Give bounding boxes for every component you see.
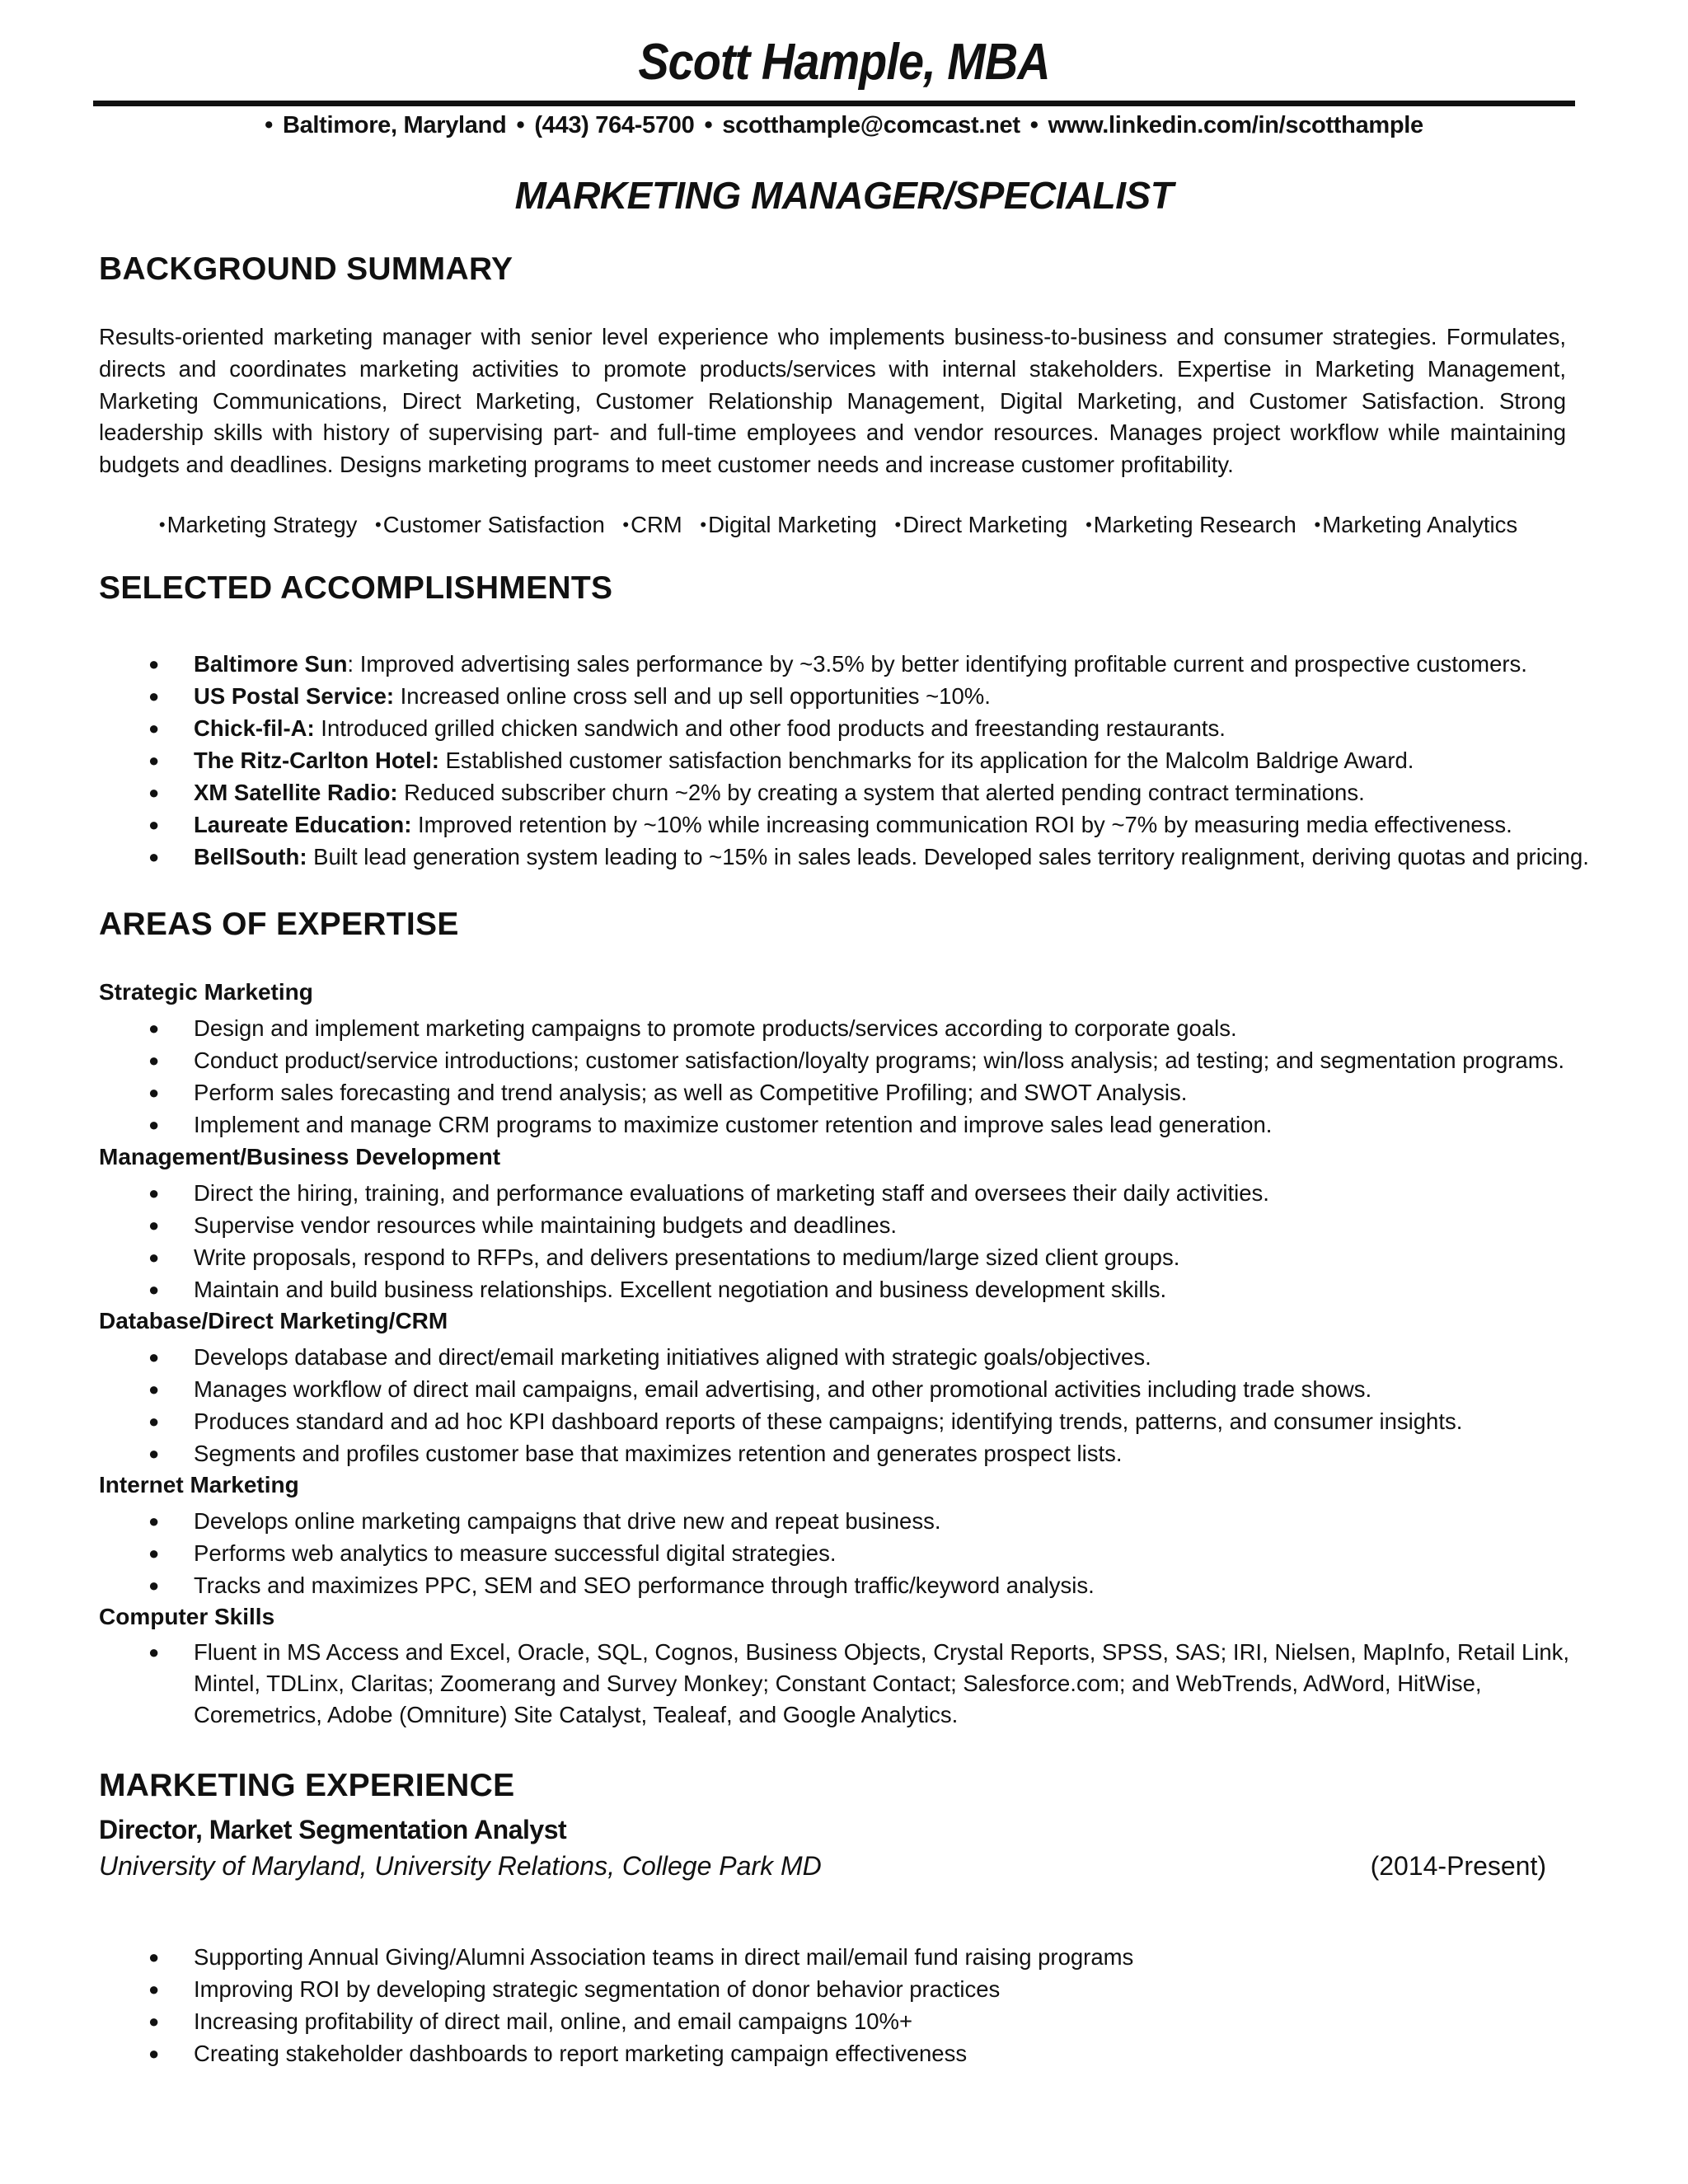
job-dates: (2014-Present) bbox=[1370, 1851, 1546, 1881]
list-item: ● Increasing profitability of direct mail, online, and email campaigns 10%+ bbox=[148, 2005, 1574, 2037]
expertise-subheading: Management/Business Development bbox=[99, 1144, 501, 1169]
section-heading-summary: BACKGROUND SUMMARY bbox=[99, 251, 513, 287]
expertise-list bbox=[148, 1505, 1574, 1601]
bullet-icon: ● bbox=[148, 1183, 160, 1203]
contact-email[interactable]: scotthample@comcast.net bbox=[722, 112, 1020, 138]
bullet-icon: ● bbox=[148, 1347, 160, 1367]
resume-name: Scott Hample, MBA bbox=[638, 34, 1050, 91]
bullet-icon: ● bbox=[148, 1947, 160, 1967]
bullet-icon: ● bbox=[148, 2043, 160, 2064]
list-item: ● US Postal Service: Increased online cross sell and up sell opportunities ~10%. bbox=[148, 680, 1574, 712]
list-item: ● Develops online marketing campaigns that drive new and repeat business. bbox=[148, 1505, 1574, 1537]
list-item: ● Manages workflow of direct mail campaigns, email advertising, and other promotional activities including trade shows. bbox=[148, 1373, 1574, 1405]
bullet-icon: ● bbox=[148, 1411, 160, 1432]
bullet-icon: ● bbox=[148, 1642, 160, 1662]
list-item: ● Develops database and direct/email marketing initiatives aligned with strategic goals/objectives. bbox=[148, 1341, 1574, 1373]
expertise-subheading: Internet Marketing bbox=[99, 1472, 299, 1497]
bullet-icon: ● bbox=[148, 1050, 160, 1071]
bullet-icon: ● bbox=[148, 1979, 160, 1999]
bullet-icon: • bbox=[375, 514, 382, 535]
bullet-icon: ● bbox=[148, 686, 160, 706]
bullet-icon: • bbox=[265, 112, 273, 138]
keyword-item: •Digital Marketing bbox=[700, 512, 877, 537]
list-item: ● Implement and manage CRM programs to maximize customer retention and improve sales lead generation. bbox=[148, 1108, 1574, 1141]
bullet-icon: • bbox=[894, 514, 902, 535]
bullet-icon: ● bbox=[148, 1247, 160, 1268]
list-item: ● Fluent in MS Access and Excel, Oracle, SQL, Cognos, Business Objects, Crystal Reports, SPSS, SAS; IRI, Nielsen, MapInfo, Retail Link, Mintel, TDLinx, Claritas; Zoomerang and Survey Monkey; Constant Contact; Salesforce.com; and WebTrends, AdWord, HitWise, Coremetrics, Adobe (Omniture) Site Catalyst, Tealeaf, and Google Analytics. bbox=[148, 1637, 1574, 1731]
expertise-list bbox=[148, 1177, 1574, 1305]
summary-text: Results-oriented marketing manager with senior level experience who implements business-to-business and consumer strategies. Formulates, directs and coordinates marketing activities to promote products/services with internal stakeholders. Expertise in Marketing Management, Marketing Communications, Direct Marketing, Customer Relationship Management, Digital Marketing, and Customer Satisfaction. Strong leadership skills with history of supervising part- and full-time employees and vendor resources. Manages project workflow while maintaining budgets and deadlines. Designs marketing programs to meet customer needs and increase customer profitability. bbox=[99, 324, 1566, 478]
list-item: ● Performs web analytics to measure successful digital strategies. bbox=[148, 1537, 1574, 1569]
list-item: ● The Ritz-Carlton Hotel: Established customer satisfaction benchmarks for its application for the Malcolm Baldrige Award. bbox=[148, 744, 1574, 776]
keyword-item: •Customer Satisfaction bbox=[375, 512, 605, 537]
bullet-icon: • bbox=[158, 514, 166, 535]
bullet-icon: ● bbox=[148, 750, 160, 771]
list-item: ● Tracks and maximizes PPC, SEM and SEO performance through traffic/keyword analysis. bbox=[148, 1569, 1574, 1601]
bullet-icon: ● bbox=[148, 846, 160, 867]
contact-location: Baltimore, Maryland bbox=[282, 112, 507, 138]
bullet-icon: ● bbox=[148, 1443, 160, 1464]
bullet-icon: • bbox=[1085, 514, 1092, 535]
bullet-icon: ● bbox=[148, 2011, 160, 2032]
expertise-list bbox=[148, 1012, 1574, 1141]
job-organization: University of Maryland, University Relations, College Park MD bbox=[99, 1851, 822, 1881]
bullet-icon: ● bbox=[148, 1114, 160, 1135]
bullet-icon: ● bbox=[148, 1543, 160, 1563]
section-heading-accomplishments: SELECTED ACCOMPLISHMENTS bbox=[99, 570, 613, 606]
list-item: ● XM Satellite Radio: Reduced subscriber churn ~2% by creating a system that alerted pending contract terminations. bbox=[148, 776, 1574, 808]
keyword-item: •Marketing Research bbox=[1085, 512, 1296, 537]
list-item: ● Laureate Education: Improved retention by ~10% while increasing communication ROI by ~7% by measuring media effectiveness. bbox=[148, 808, 1574, 841]
bullet-icon: ● bbox=[148, 814, 160, 835]
bullet-icon: ● bbox=[148, 782, 160, 803]
resume-headline: MARKETING MANAGER/SPECIALIST bbox=[514, 174, 1174, 217]
contact-phone: (443) 764-5700 bbox=[534, 112, 695, 138]
list-item: ● Supervise vendor resources while maintaining budgets and deadlines. bbox=[148, 1209, 1574, 1241]
contact-line bbox=[0, 112, 1688, 139]
expertise-list bbox=[148, 1637, 1574, 1731]
bullet-icon: ● bbox=[148, 718, 160, 738]
expertise-subheading: Database/Direct Marketing/CRM bbox=[99, 1308, 448, 1333]
list-item: ● Chick-fil-A: Introduced grilled chicken sandwich and other food products and freestanding restaurants. bbox=[148, 712, 1574, 744]
keyword-item: •Marketing Analytics bbox=[1314, 512, 1518, 537]
list-item: ● Conduct product/service introductions; customer satisfaction/loyalty programs; win/loss analysis; ad testing; and segmentation programs. bbox=[148, 1044, 1574, 1076]
list-item: ● Produces standard and ad hoc KPI dashboard reports of these campaigns; identifying trends, patterns, and consumer insights. bbox=[148, 1405, 1574, 1437]
expertise-subheading: Strategic Marketing bbox=[99, 979, 313, 1005]
experience-list bbox=[148, 1941, 1574, 2069]
contact-linkedin[interactable]: www.linkedin.com/in/scotthample bbox=[1048, 112, 1423, 138]
list-item: ● Direct the hiring, training, and performance evaluations of marketing staff and oversees their daily activities. bbox=[148, 1177, 1574, 1209]
bullet-icon: • bbox=[516, 112, 525, 138]
bullet-icon: ● bbox=[148, 654, 160, 674]
bullet-icon: • bbox=[622, 514, 630, 535]
list-item: ● Maintain and build business relationships. Excellent negotiation and business development skills. bbox=[148, 1273, 1574, 1305]
bullet-icon: • bbox=[1029, 112, 1039, 138]
keyword-item: •Direct Marketing bbox=[894, 512, 1068, 537]
header-rule bbox=[93, 101, 1575, 106]
expertise-list bbox=[148, 1341, 1574, 1469]
bullet-icon: ● bbox=[148, 1379, 160, 1399]
list-item: ● BellSouth: Built lead generation system leading to ~15% in sales leads. Developed sales territory realignment, deriving quotas and pricing. bbox=[148, 841, 1574, 873]
list-item: ● Write proposals, respond to RFPs, and delivers presentations to medium/large sized client groups. bbox=[148, 1241, 1574, 1273]
expertise-subheading: Computer Skills bbox=[99, 1604, 275, 1629]
keyword-item: •Marketing Strategy bbox=[158, 512, 358, 537]
list-item: ● Improving ROI by developing strategic segmentation of donor behavior practices bbox=[148, 1973, 1574, 2005]
list-item: ● Creating stakeholder dashboards to report marketing campaign effectiveness bbox=[148, 2037, 1574, 2069]
list-item: ● Design and implement marketing campaigns to promote products/services according to corporate goals. bbox=[148, 1012, 1574, 1044]
bullet-icon: ● bbox=[148, 1575, 160, 1596]
bullet-icon: ● bbox=[148, 1018, 160, 1038]
list-item: ● Perform sales forecasting and trend analysis; as well as Competitive Profiling; and SWOT Analysis. bbox=[148, 1076, 1574, 1108]
section-heading-expertise: AREAS OF EXPERTISE bbox=[99, 907, 459, 942]
bullet-icon: ● bbox=[148, 1511, 160, 1531]
bullet-icon: • bbox=[1314, 514, 1321, 535]
bullet-icon: ● bbox=[148, 1082, 160, 1103]
section-heading-experience: MARKETING EXPERIENCE bbox=[99, 1768, 515, 1803]
accomplishments-list bbox=[148, 648, 1589, 873]
bullet-icon: • bbox=[700, 514, 707, 535]
job-title: Director, Market Segmentation Analyst bbox=[99, 1815, 567, 1844]
bullet-icon: • bbox=[704, 112, 713, 138]
list-item: ● Segments and profiles customer base that maximizes retention and generates prospect lists. bbox=[148, 1437, 1574, 1469]
bullet-icon: ● bbox=[148, 1215, 160, 1235]
keyword-line bbox=[0, 512, 1688, 538]
keyword-item: •CRM bbox=[622, 512, 682, 537]
list-item: ● Supporting Annual Giving/Alumni Association teams in direct mail/email fund raising programs bbox=[148, 1941, 1574, 1973]
list-item: ● Baltimore Sun: Improved advertising sales performance by ~3.5% by better identifying profitable current and prospective customers. bbox=[148, 648, 1574, 680]
bullet-icon: ● bbox=[148, 1279, 160, 1300]
